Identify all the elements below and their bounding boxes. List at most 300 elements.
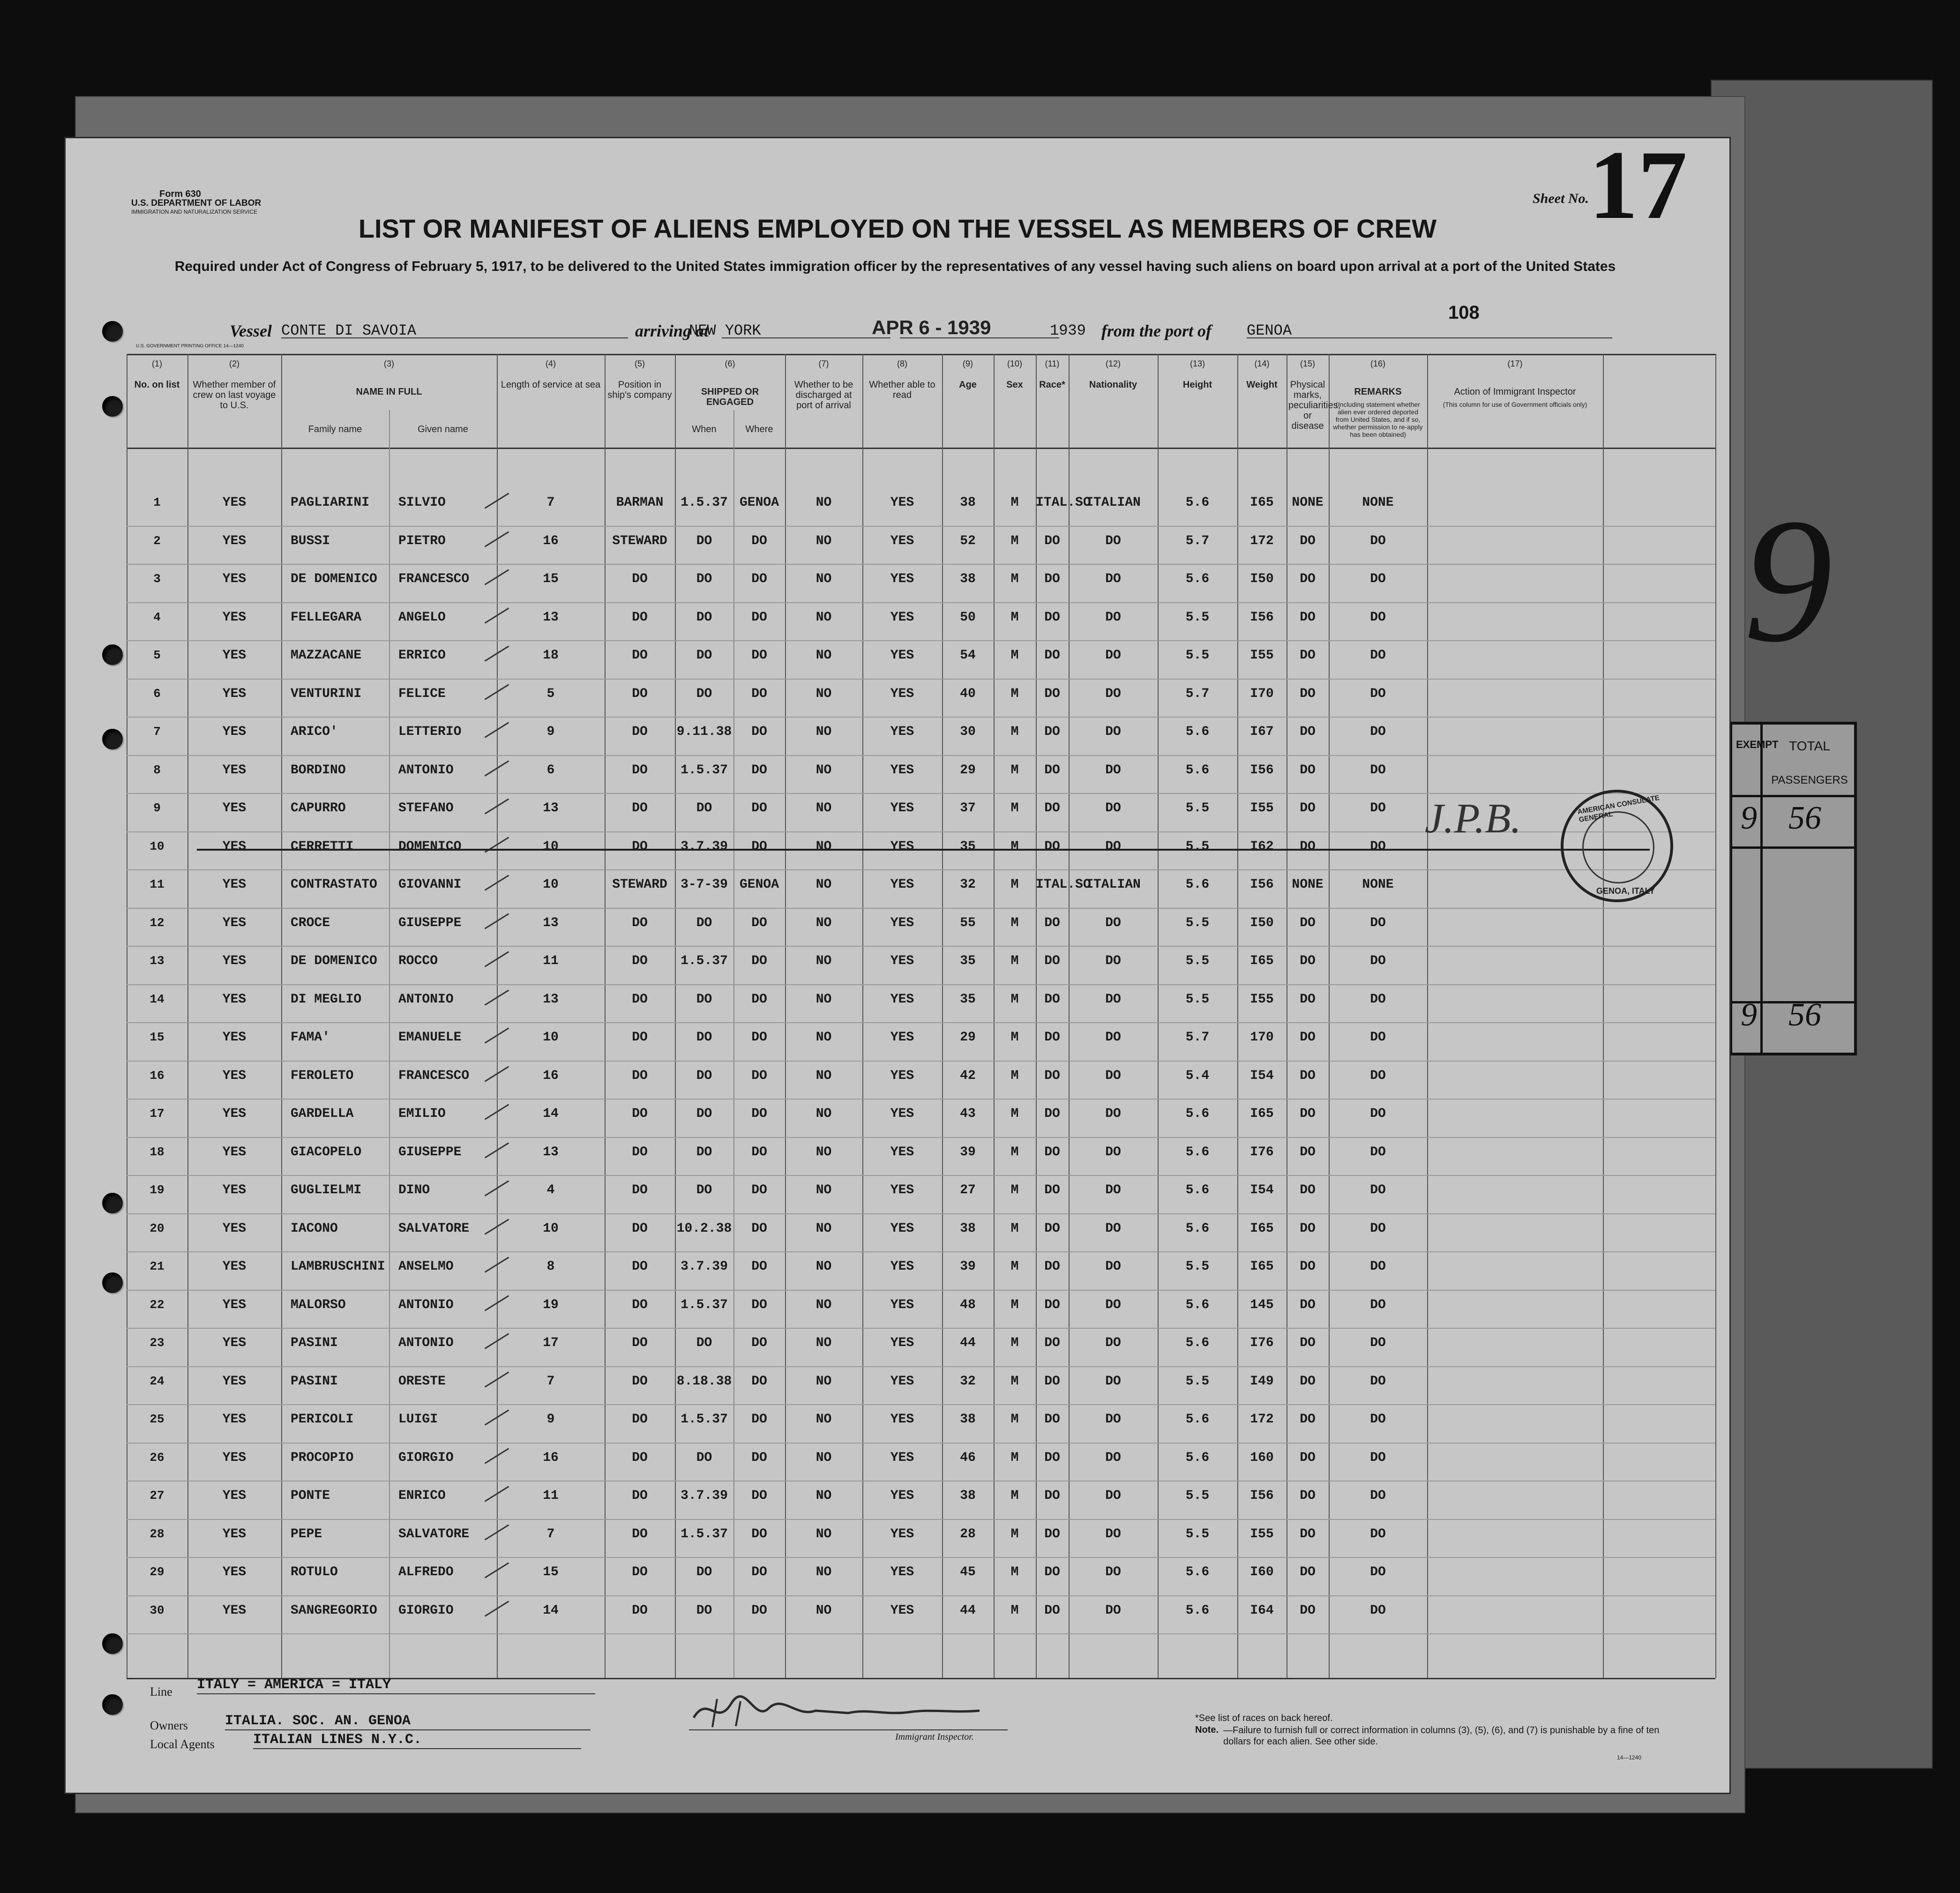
row-25-field: PERICOLI [291,1412,354,1427]
row-8-field: ANTONIO [398,763,454,778]
row-8-field: YES [222,763,247,778]
row-9-field: YES [222,801,247,816]
row-27-field: YES [890,1489,914,1503]
row-7-field: NO [815,725,832,739]
row-23-field: DO [751,1336,767,1350]
row-19-field: 5.6 [1185,1183,1210,1197]
row-27-field: NO [815,1489,832,1503]
row-14-field: 13 [543,992,559,1007]
row-10-field: DO [751,839,767,854]
row-6-field: DO [1300,686,1316,701]
row-5-field: DO [632,648,648,663]
row-12-field: CROCE [291,915,330,930]
row-16-field: M [1010,1068,1019,1083]
row-21-field: 8 [546,1259,555,1274]
row-19-field: DO [1370,1183,1386,1197]
row-24-field: YES [222,1374,247,1389]
row-8-field: 29 [960,763,976,778]
row-22-field: DO [632,1297,648,1312]
row-7-field: M [1010,725,1019,739]
row-24-field: NO [815,1374,832,1389]
row-21-field: DO [1105,1259,1121,1274]
row-29-field: YES [222,1565,247,1579]
row-16-field: 16 [543,1068,559,1083]
note-text: —Failure to furnish full or correct information in columns (3), (5), (6), and (7) is punishable by a fine of ten dollars for each alien. See other side. [1223,1725,1660,1747]
row-7-field: DO [1105,725,1121,739]
row-3-field: 38 [960,572,976,586]
row-27-field: DO [751,1489,767,1503]
row-2-field: BUSSI [291,533,330,548]
row-4-field: NO [815,610,832,625]
row-25-field: YES [222,1412,247,1427]
row-26-field: 46 [960,1450,976,1465]
column-number: (10) [1007,359,1022,368]
row-24-field: DO [632,1374,648,1389]
row-11-field: CONTRASTATO [291,877,377,892]
row-8-field: NO [815,763,832,778]
row-15-field: DO [1300,1030,1316,1045]
row-4-field: 50 [960,610,976,625]
row-17-field: 17 [150,1107,165,1121]
row-29-field: DO [632,1565,648,1579]
row-25-field: DO [751,1412,767,1427]
row-2-field: DO [1105,533,1121,548]
row-22-field: ANTONIO [398,1297,454,1312]
row-18-field: GIUSEPPE [398,1145,462,1160]
row-5-field: DO [1044,648,1060,663]
row-rule [127,1290,1715,1291]
column-divider [1158,354,1159,1678]
row-2-field: DO [696,533,712,548]
row-26-field: DO [1044,1450,1060,1465]
document-title: LIST OR MANIFEST OF ALIENS EMPLOYED ON THE VESSEL AS MEMBERS OF CREW [358,214,1437,243]
row-3-field: DO [696,572,712,586]
stub-left-value-1: 9 [1741,800,1757,836]
row-5-field: 54 [960,648,976,663]
row-6-field: I70 [1250,686,1274,701]
row-5-field: DO [1300,648,1316,663]
row-21-field: DO [1370,1259,1386,1274]
row-25-field: DO [632,1412,648,1427]
from-port-label: from the port of [1101,322,1212,340]
row-25-field: DO [1300,1412,1316,1427]
row-15-field: M [1010,1030,1019,1045]
row-rule [127,1137,1715,1138]
row-14-field: NO [815,992,832,1007]
row-21-field: 3.7.39 [681,1259,728,1274]
row-5-field: 5.5 [1185,648,1210,663]
row-18-field: I76 [1250,1145,1274,1160]
row-rule [127,869,1715,870]
row-26-field: GIORGIO [398,1450,454,1465]
row-24-field: YES [890,1374,914,1389]
row-rule [127,1099,1715,1100]
row-14-field: YES [890,992,914,1007]
row-25-field: M [1010,1412,1019,1427]
row-21-field: YES [222,1259,247,1274]
row-26-field: DO [751,1450,767,1465]
column-number: (14) [1254,359,1270,368]
row-4-field: M [1010,610,1019,625]
row-16-field: DO [632,1068,648,1083]
row-16-field: YES [890,1068,914,1083]
owners-value: ITALIA. SOC. AN. GENOA [225,1713,411,1729]
column-number: (5) [635,359,645,368]
row-12-field: M [1010,915,1019,930]
column-header: No. on list [134,380,180,390]
row-21-field: 5.5 [1185,1259,1210,1274]
column-header: SHIPPED OR ENGAGED [701,387,759,407]
row-13-field: DO [632,954,648,968]
row-24-field: 8.18.38 [676,1374,732,1389]
row-19-field: DO [1044,1183,1060,1197]
row-4-field: 5.5 [1185,610,1210,625]
column-number: (9) [963,359,973,368]
gpo-note: U.S. GOVERNMENT PRINTING OFFICE 14—1240 [136,344,244,349]
row-5-field: 18 [543,648,559,663]
row-6-field: M [1010,686,1019,701]
row-24-field: 7 [546,1374,555,1389]
column-number: (2) [229,359,239,368]
row-rule [127,640,1715,641]
row-28-field: 7 [546,1526,555,1541]
row-3-field: 5.6 [1185,572,1210,586]
row-7-field: DO [1300,725,1316,739]
row-7-field: 9.11.38 [676,725,732,739]
row-3-field: 3 [153,572,161,586]
row-11-field: STEWARD [612,877,667,892]
row-22-field: 5.6 [1185,1297,1210,1312]
form-number: Form 630 [159,189,201,199]
row-6-field: 5 [546,686,555,701]
row-rule [127,679,1715,680]
row-6-field: 40 [960,686,976,701]
row-3-field: DO [632,572,648,586]
row-30-field: DO [751,1603,767,1618]
row-26-field: DO [1370,1450,1386,1465]
row-17-field: EMILIO [398,1107,446,1121]
row-13-field: DO [751,954,767,968]
row-12-field: GIUSEPPE [398,915,462,930]
column-divider [1427,354,1428,1678]
row-25-field: YES [890,1412,914,1427]
row-24-field: PASINI [291,1374,338,1389]
row-26-field: DO [632,1450,648,1465]
row-15-field: DO [751,1030,767,1045]
column-divider [942,354,943,1678]
row-29-field: 15 [543,1565,559,1579]
row-22-field: NO [815,1297,832,1312]
row-11-field: I56 [1250,877,1274,892]
handwritten-nine: 9 [1743,482,1833,679]
row-21-field: 21 [150,1259,165,1273]
column-header: Age [959,380,977,390]
row-3-field: M [1010,572,1019,586]
row-25-field: 5.6 [1185,1412,1210,1427]
row-26-field: 16 [543,1450,559,1465]
row-12-field: 5.5 [1185,915,1210,930]
row-5-field: DO [1370,648,1386,663]
row-rule [127,984,1715,985]
row-1-field: 1 [153,495,161,509]
row-8-field: DO [751,763,767,778]
row-22-field: M [1010,1297,1019,1312]
row-8-field: YES [890,763,914,778]
row-3-field: 15 [543,572,559,586]
row-9-field: DO [1044,801,1060,816]
row-17-field: DO [1105,1107,1121,1121]
row-27-field: PONTE [291,1489,330,1503]
row-14-field: YES [222,992,247,1007]
row-19-field: DO [696,1183,712,1197]
row-20-field: 20 [150,1221,165,1235]
row-29-field: 29 [150,1565,165,1579]
row-11-field: M [1010,877,1019,892]
row-17-field: DO [751,1107,767,1121]
stub-header-exempt: EXEMPT [1736,739,1779,750]
column-divider [862,354,863,1678]
crew-table [127,354,1715,1779]
row-28-field: PEPE [291,1526,322,1541]
row-28-field: NO [815,1526,832,1541]
row-14-field: I55 [1250,992,1274,1007]
row-15-field: DO [1370,1030,1386,1045]
row-18-field: YES [890,1145,914,1160]
row-27-field: DO [1300,1489,1316,1503]
row-10-field: DO [1044,839,1060,854]
row-18-field: DO [1370,1145,1386,1160]
row-rule [127,1519,1715,1520]
row-2-field: STEWARD [612,533,667,548]
row-29-field: ALFREDO [398,1565,454,1579]
stub-header-total: TOTAL [1789,739,1830,753]
row-15-field: DO [632,1030,648,1045]
row-3-field: YES [890,572,914,586]
row-23-field: DO [1370,1336,1386,1350]
row-2-field: DO [1044,533,1060,548]
row-17-field: DO [696,1107,712,1121]
row-10-field: DO [1370,839,1386,854]
column-divider [785,354,786,1678]
agents-value: ITALIAN LINES N.Y.C. [253,1732,422,1748]
row-24-field: DO [1044,1374,1060,1389]
row-21-field: DO [751,1259,767,1274]
agents-label: Local Agents [150,1737,215,1751]
row-6-field: VENTURINI [291,686,362,701]
row-23-field: YES [890,1336,914,1350]
row-21-field: 39 [960,1259,976,1274]
column-divider [187,354,188,1678]
row-30-field: YES [890,1603,914,1618]
row-30-field: 30 [150,1603,165,1617]
row-24-field: DO [1105,1374,1121,1389]
row-22-field: 1.5.37 [681,1297,728,1312]
row-22-field: 145 [1250,1297,1274,1312]
row-15-field: 5.7 [1185,1030,1210,1045]
row-22-field: 22 [150,1297,165,1312]
row-16-field: DO [751,1068,767,1083]
row-5-field: ERRICO [398,648,446,663]
row-26-field: DO [696,1450,712,1465]
row-2-field: DO [1300,533,1316,548]
row-1-field: 38 [960,495,976,510]
row-23-field: DO [696,1336,712,1350]
row-20-field: 10 [543,1221,559,1236]
row-12-field: YES [222,915,247,930]
row-25-field: DO [1105,1412,1121,1427]
row-21-field: DO [1300,1259,1316,1274]
row-21-field: LAMBRUSCHINI [291,1259,385,1274]
row-13-field: YES [890,954,914,968]
column-divider [1237,354,1238,1678]
row-16-field: 5.4 [1185,1068,1210,1083]
row-17-field: GARDELLA [291,1107,354,1121]
column-number: (3) [384,359,394,368]
row-18-field: DO [1105,1145,1121,1160]
row-rule [127,946,1715,947]
row-20-field: IACONO [291,1221,338,1236]
column-number: (16) [1370,359,1385,368]
binder-hole [102,1272,123,1293]
row-26-field: YES [222,1450,247,1465]
row-10-field: NO [815,839,832,854]
row-20-field: YES [890,1221,914,1236]
row-8-field: 6 [546,763,555,778]
column-subheader: Family name [308,424,362,434]
row-7-field: I67 [1250,725,1274,739]
row-18-field: DO [1044,1145,1060,1160]
row-29-field: I60 [1250,1565,1274,1579]
row-10-field: CERRETTI [291,839,354,854]
row-11-field: GIOVANNI [398,877,462,892]
row-7-field: YES [222,725,247,739]
row-14-field: DO [1044,992,1060,1007]
row-22-field: DO [1300,1297,1316,1312]
row-25-field: 1.5.37 [681,1412,728,1427]
subcolumn-divider [389,410,390,1678]
row-17-field: YES [890,1107,914,1121]
sheet-number-stamp: 17 [1589,131,1687,239]
stub-left-value-2: 9 [1741,997,1757,1033]
row-rule [127,602,1715,603]
column-number: (13) [1189,359,1205,368]
row-23-field: NO [815,1336,832,1350]
column-divider [281,354,282,1678]
row-28-field: 1.5.37 [681,1526,728,1541]
row-12-field: DO [632,915,648,930]
row-29-field: DO [1300,1565,1316,1579]
binder-hole [102,321,123,342]
row-20-field: DO [1044,1221,1060,1236]
vessel-label: Vessel [230,322,272,340]
row-rule [127,1251,1715,1252]
row-rule [127,1633,1715,1634]
column-divider [994,354,995,1678]
row-18-field: NO [815,1145,832,1160]
binder-hole [102,1694,123,1715]
row-4-field: 13 [543,610,559,625]
row-21-field: I65 [1250,1259,1274,1274]
row-23-field: M [1010,1336,1019,1350]
row-23-field: PASINI [291,1336,338,1350]
row-1-field: NO [815,495,832,510]
row-30-field: YES [222,1603,247,1618]
row-9-field: DO [1105,801,1121,816]
row-26-field: 160 [1250,1450,1274,1465]
row-7-field: 30 [960,725,976,739]
row-13-field: NO [815,954,832,968]
row-29-field: DO [751,1565,767,1579]
row-18-field: 18 [150,1145,165,1159]
row-rule [127,1213,1715,1214]
row-26-field: NO [815,1450,832,1465]
row-4-field: ANGELO [398,610,446,625]
row-18-field: M [1010,1145,1019,1160]
row-2-field: 16 [543,533,559,548]
row-9-field: DO [1370,801,1386,816]
document-subtitle: Required under Act of Congress of February 5, 1917, to be delivered to the United States immigration officer by the representatives of any vessel having such aliens on board upon arrival at a port of the United States [174,259,1616,274]
row-4-field: DO [1044,610,1060,625]
row-21-field: YES [890,1259,914,1274]
row-7-field: DO [1044,725,1060,739]
row-13-field: DO [1044,954,1060,968]
row-18-field: DO [696,1145,712,1160]
row-1-field: ITALIAN [1085,495,1141,510]
row-28-field: 28 [960,1526,976,1541]
row-19-field: GUGLIELMI [291,1183,362,1197]
row-19-field: DO [632,1183,648,1197]
row-29-field: ROTULO [291,1565,338,1579]
column-note: (This column for use of Government officials only) [1443,401,1587,408]
row-20-field: 10.2.38 [676,1221,732,1236]
row-24-field: DO [1370,1374,1386,1389]
row-9-field: DO [751,801,767,816]
row-28-field: DO [1044,1526,1060,1541]
row-23-field: 5.6 [1185,1336,1210,1350]
row-27-field: 5.5 [1185,1489,1210,1503]
row-7-field: DO [1370,725,1386,739]
row-21-field: DO [1044,1259,1060,1274]
row-27-field: 27 [150,1489,165,1503]
row-28-field: DO [751,1526,767,1541]
row-11-field: YES [222,877,247,892]
row-27-field: DO [1370,1489,1386,1503]
row-15-field: DO [1105,1030,1121,1045]
row-26-field: 5.6 [1185,1450,1210,1465]
row-17-field: 43 [960,1107,976,1121]
row-16-field: 16 [150,1068,165,1083]
row-28-field: 5.5 [1185,1526,1210,1541]
row-1-field: 7 [546,495,555,510]
row-13-field: 5.5 [1185,954,1210,968]
row-11-field: 5.6 [1185,877,1210,892]
row-15-field: YES [890,1030,914,1045]
row-27-field: 11 [543,1489,559,1503]
row-23-field: DO [1300,1336,1316,1350]
form-code: 14—1240 [1617,1754,1642,1761]
row-2-field: 5.7 [1185,533,1210,548]
vessel-name: CONTE DI SAVOIA [281,322,417,339]
row-2-field: 52 [960,533,976,548]
row-15-field: 10 [543,1030,559,1045]
row-16-field: DO [696,1068,712,1083]
row-4-field: DO [1300,610,1316,625]
row-1-field: YES [222,495,247,510]
row-8-field: I56 [1250,763,1274,778]
row-26-field: DO [1300,1450,1316,1465]
manifest-sheet [66,131,1729,1793]
row-5-field: DO [696,648,712,663]
